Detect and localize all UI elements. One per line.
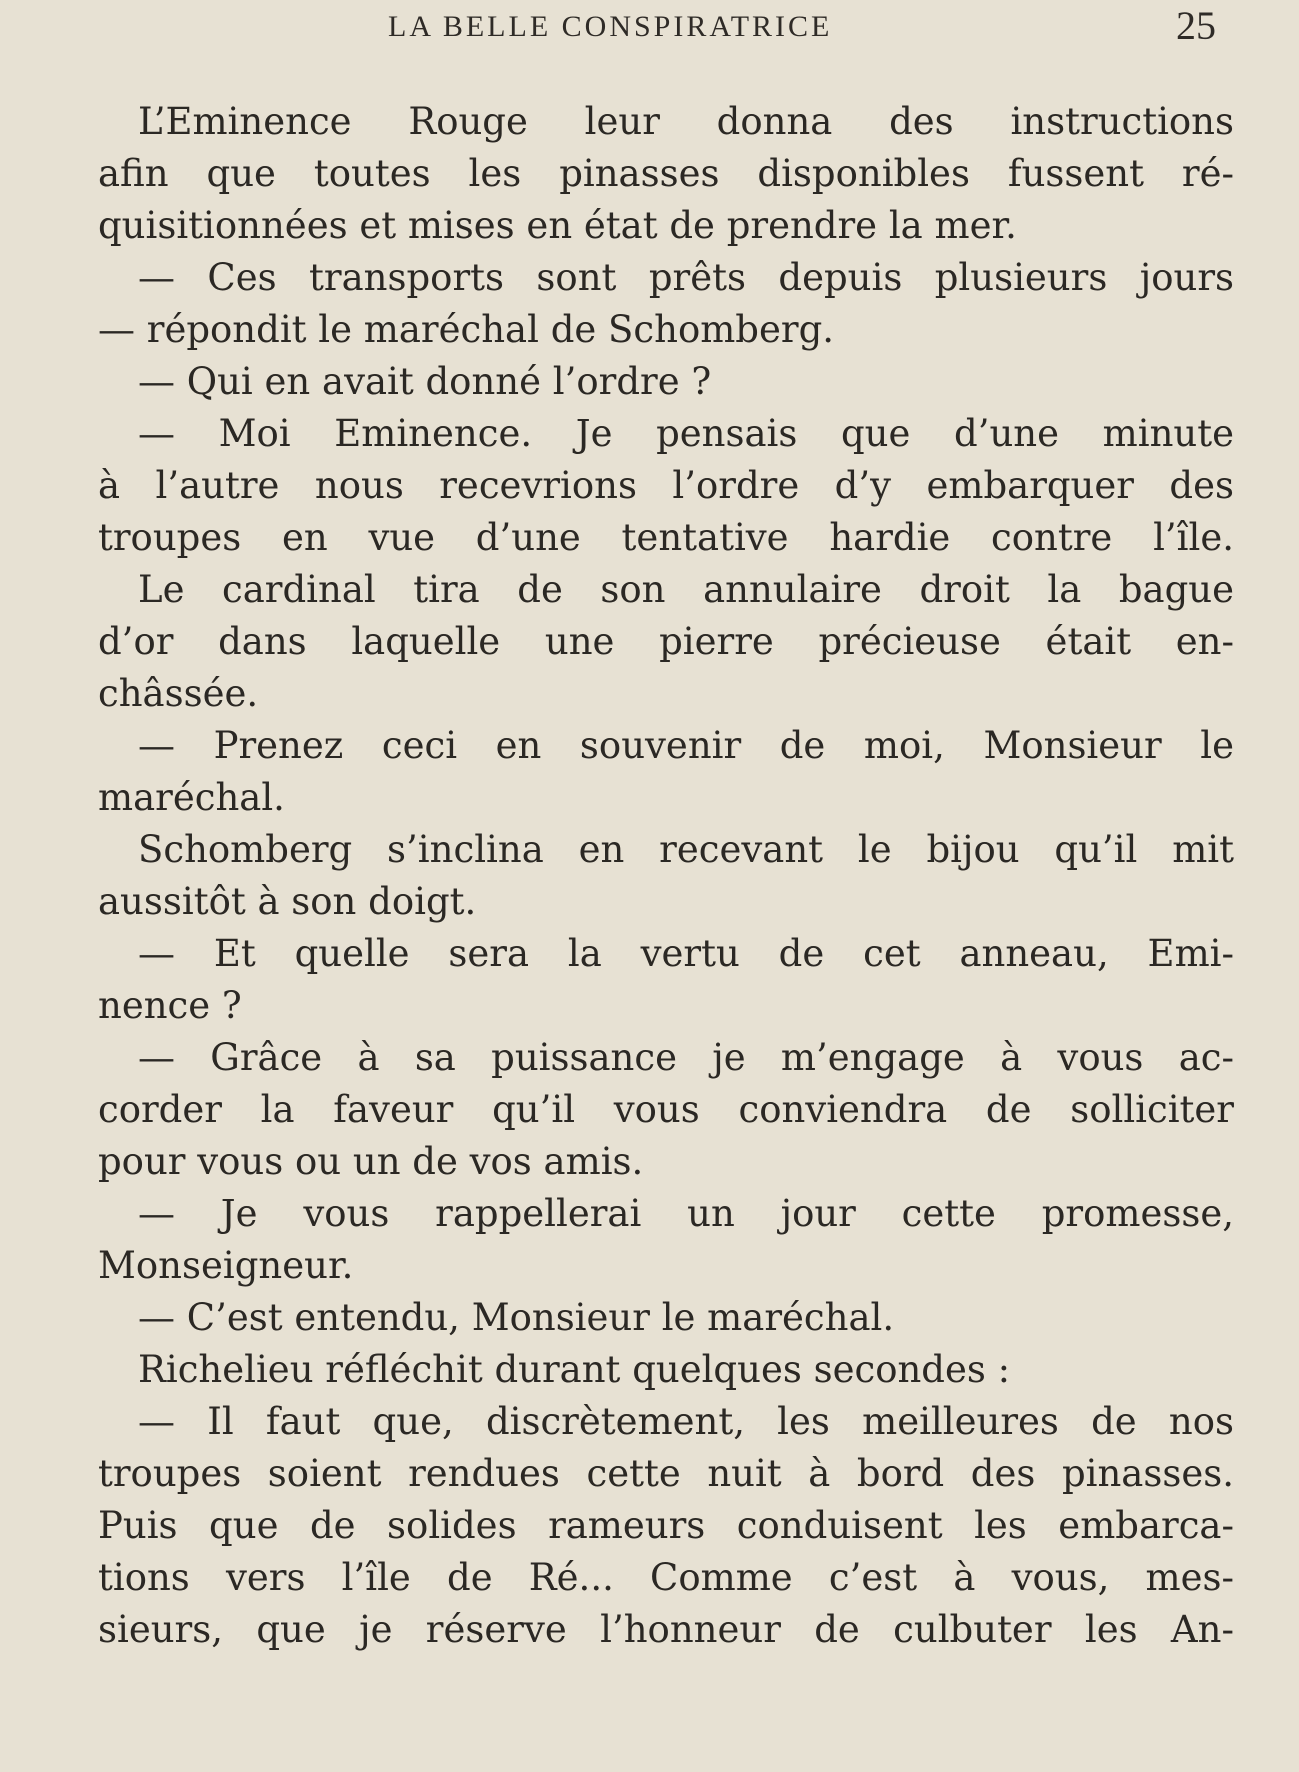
text-line: pour vous ou un de vos amis. xyxy=(98,1140,644,1183)
text-line: tions vers l’île de Ré... Comme c’est à vous, mes- xyxy=(98,1556,1234,1599)
text-line: Monseigneur. xyxy=(98,1244,354,1287)
page-header xyxy=(0,0,1299,60)
body-text xyxy=(98,96,1234,1656)
text-line: — Qui en avait donné l’ordre ? xyxy=(138,360,712,403)
text-line: châssée. xyxy=(98,672,259,715)
text-line: Le cardinal tira de son annulaire droit la bague xyxy=(138,568,1234,611)
text-line: — Prenez ceci en souvenir de moi, Monsieur le xyxy=(138,724,1234,767)
running-title: LA BELLE CONSPIRATRICE xyxy=(388,10,833,43)
text-line: à l’autre nous recevrions l’ordre d’y embarquer des xyxy=(98,464,1234,507)
text-line: nence ? xyxy=(98,984,242,1027)
text-line: — Ces transports sont prêts depuis plusieurs jours xyxy=(138,256,1234,299)
text-line: — Moi Eminence. Je pensais que d’une minute xyxy=(138,412,1234,455)
text-line: corder la faveur qu’il vous conviendra de solliciter xyxy=(98,1088,1234,1131)
text-line: Puis que de solides rameurs conduisent les embarca- xyxy=(98,1504,1234,1547)
text-line: afin que toutes les pinasses disponibles fussent ré- xyxy=(98,152,1234,195)
text-line: — Il faut que, discrètement, les meilleures de nos xyxy=(138,1400,1234,1443)
text-line: — Grâce à sa puissance je m’engage à vous ac- xyxy=(138,1036,1234,1079)
text-line: L’Eminence Rouge leur donna des instructions xyxy=(138,100,1234,143)
text-line: — C’est entendu, Monsieur le maréchal. xyxy=(138,1296,895,1339)
text-line: quisitionnées et mises en état de prendre la mer. xyxy=(98,204,1017,247)
text-line: aussitôt à son doigt. xyxy=(98,880,477,923)
text-line: — Et quelle sera la vertu de cet anneau, Emi- xyxy=(138,932,1234,975)
page-number: 25 xyxy=(1176,3,1216,48)
text-line: Richelieu réfléchit durant quelques secondes : xyxy=(138,1348,1011,1391)
text-line: sieurs, que je réserve l’honneur de culbuter les An- xyxy=(98,1608,1234,1651)
text-line: Schomberg s’inclina en recevant le bijou qu’il mit xyxy=(138,828,1234,871)
text-line: — répondit le maréchal de Schomberg. xyxy=(98,308,835,351)
text-line: d’or dans laquelle une pierre précieuse était en- xyxy=(98,620,1234,663)
text-line: maréchal. xyxy=(98,776,285,819)
text-line: — Je vous rappellerai un jour cette promesse, xyxy=(138,1192,1234,1235)
text-line: troupes en vue d’une tentative hardie contre l’île. xyxy=(98,516,1234,559)
text-line: troupes soient rendues cette nuit à bord des pinasses. xyxy=(98,1452,1234,1495)
